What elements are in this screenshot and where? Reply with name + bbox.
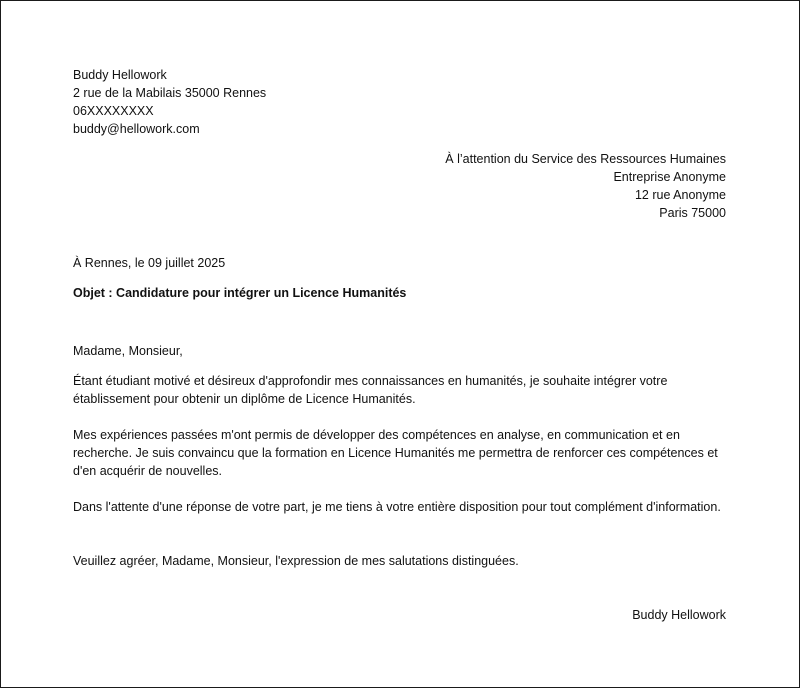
letter-subject: Objet : Candidature pour intégrer un Licence Humanités — [73, 286, 407, 300]
body-paragraph-3: Dans l'attente d'une réponse de votre part, je me tiens à votre entière disposition pour tout complément d'information. — [73, 500, 721, 514]
body-paragraph-2: Mes expériences passées m'ont permis de développer des compétences en analyse, en communication et en recherche. Je suis convaincu que la formation en Licence Humanités me permettra de renforcer ces compétences et d'en acquérir de nouvelles. — [73, 428, 718, 478]
body-paragraph-1: Étant étudiant motivé et désireux d'approfondir mes connaissances en humanités, je souhaite intégrer votre établissement pour obtenir un diplôme de Licence Humanités. — [73, 374, 668, 406]
recipient-company: Entreprise Anonyme — [613, 170, 726, 184]
sender-address: 2 rue de la Mabilais 35000 Rennes — [73, 86, 267, 100]
recipient-city: Paris 75000 — [659, 206, 726, 220]
letter-date: À Rennes, le 09 juillet 2025 — [73, 256, 226, 270]
sender-block — [73, 66, 393, 138]
letter-closing: Veuillez agréer, Madame, Monsieur, l'expression de mes salutations distinguées. — [73, 554, 519, 568]
letter-signature: Buddy Hellowork — [632, 608, 726, 622]
recipient-street: 12 rue Anonyme — [634, 188, 726, 202]
sender-phone: 06XXXXXXXX — [73, 104, 154, 118]
letter-salutation: Madame, Monsieur, — [73, 344, 183, 358]
sender-name: Buddy Hellowork — [73, 68, 167, 82]
recipient-block — [366, 150, 726, 222]
sender-email: buddy@hellowork.com — [73, 122, 200, 136]
recipient-attention: À l’attention du Service des Ressources Humaines — [445, 152, 726, 166]
